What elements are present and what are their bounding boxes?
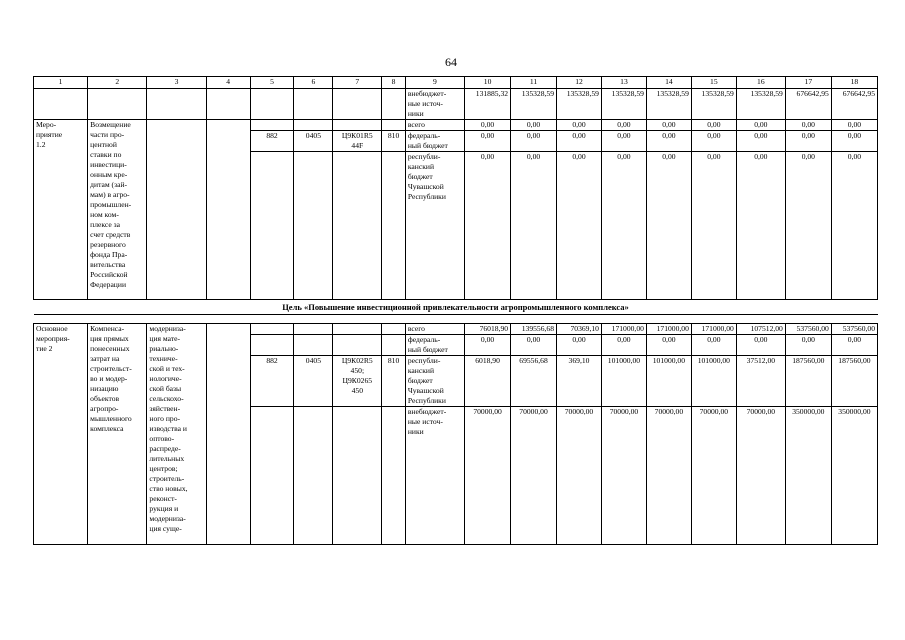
col-number: 18 <box>831 77 877 89</box>
value-cell: 0,00 <box>736 131 785 152</box>
value-cell: 70000,00 <box>646 407 691 545</box>
value-cell: 0,00 <box>831 152 877 300</box>
table-row <box>34 89 878 120</box>
value-cell: 187560,00 <box>831 356 877 407</box>
value-cell: 0,00 <box>511 335 557 356</box>
measure-name: Меро- приятие 1.2 <box>34 120 88 300</box>
value-cell: 0,00 <box>557 131 602 152</box>
value-cell: 76018,90 <box>465 324 511 335</box>
value-cell: 0,00 <box>691 335 736 356</box>
funding-source: всего <box>405 120 464 131</box>
value-cell: 135328,59 <box>691 89 736 120</box>
col-number: 10 <box>465 77 511 89</box>
value-cell: 70000,00 <box>601 407 646 545</box>
value-cell: 350000,00 <box>785 407 831 545</box>
value-cell: 0,00 <box>465 131 511 152</box>
value-cell: 369,10 <box>557 356 602 407</box>
col-number: 16 <box>736 77 785 89</box>
value-cell: 0,00 <box>646 335 691 356</box>
value-cell: 0,00 <box>557 335 602 356</box>
value-cell: 0,00 <box>831 131 877 152</box>
value-cell: 107512,00 <box>736 324 785 335</box>
col-number: 14 <box>646 77 691 89</box>
measure-description: Компенса- ция прямых понесенных затрат на строительст- во и модер- низацию объектов агропро- мышленного комплекса <box>88 324 147 545</box>
col-number: 3 <box>147 77 206 89</box>
funding-source: республи- канский бюджет Чувашской Республики <box>405 356 464 407</box>
value-cell: 0,00 <box>785 131 831 152</box>
value-cell: 0,00 <box>691 120 736 131</box>
value-cell: 0,00 <box>601 152 646 300</box>
value-cell: 0,00 <box>736 120 785 131</box>
value-cell: 0,00 <box>557 120 602 131</box>
measure-target: модерниза- ция мате- риально- техниче- ской и тех- нологиче- ской базы сельскохо- зяйствен- ного про- изводства и оптово- распреде- лительных центров; строитель- ство новых, реконст- рукция и модерниза- ция суще- <box>147 324 206 545</box>
value-cell: 537560,00 <box>785 324 831 335</box>
measure-description: Возмещение части про- центной ставки по инвестици- онным кре- дитам (зай- мам) в агро- промышлен- ном ком- плексе за счет средств резервного фонда Пра- вительства Российской Федерации <box>88 120 147 300</box>
value-cell: 135328,59 <box>557 89 602 120</box>
funding-source: федераль- ный бюджет <box>405 131 464 152</box>
value-cell: 139556,68 <box>511 324 557 335</box>
col-number: 17 <box>785 77 831 89</box>
table-row <box>34 324 878 335</box>
grbs-code: 882 <box>250 356 294 407</box>
funding-source: внебюджет- ные источ- ники <box>405 407 464 545</box>
csr-code: Ц9К02R5 450; Ц9К0265 450 <box>333 356 382 407</box>
vr-code: 810 <box>382 131 406 152</box>
value-cell: 131885,32 <box>465 89 511 120</box>
value-cell: 0,00 <box>785 152 831 300</box>
funding-source: республи- канский бюджет Чувашской Республики <box>405 152 464 300</box>
value-cell: 135328,59 <box>511 89 557 120</box>
value-cell: 69556,68 <box>511 356 557 407</box>
value-cell: 171000,00 <box>601 324 646 335</box>
value-cell: 0,00 <box>831 120 877 131</box>
value-cell: 171000,00 <box>646 324 691 335</box>
value-cell: 0,00 <box>601 335 646 356</box>
value-cell: 0,00 <box>785 120 831 131</box>
page-number: 64 <box>445 55 457 69</box>
value-cell: 101000,00 <box>691 356 736 407</box>
value-cell: 0,00 <box>465 120 511 131</box>
value-cell: 37512,00 <box>736 356 785 407</box>
value-cell: 350000,00 <box>831 407 877 545</box>
value-cell: 0,00 <box>736 335 785 356</box>
col-number: 13 <box>601 77 646 89</box>
value-cell: 0,00 <box>646 152 691 300</box>
measure-name: Основное мероприя- тие 2 <box>34 324 88 545</box>
funding-source: внебюджет- ные источ- ники <box>405 89 464 120</box>
value-cell: 70000,00 <box>691 407 736 545</box>
value-cell: 0,00 <box>511 120 557 131</box>
value-cell: 171000,00 <box>691 324 736 335</box>
col-number: 2 <box>88 77 147 89</box>
value-cell: 0,00 <box>511 131 557 152</box>
value-cell: 0,00 <box>465 152 511 300</box>
value-cell: 0,00 <box>736 152 785 300</box>
value-cell: 0,00 <box>646 131 691 152</box>
budget-table <box>33 76 878 545</box>
value-cell: 0,00 <box>831 335 877 356</box>
goal-row <box>34 300 878 315</box>
value-cell: 0,00 <box>511 152 557 300</box>
col-number: 1 <box>34 77 88 89</box>
col-number: 6 <box>294 77 333 89</box>
col-number: 11 <box>511 77 557 89</box>
value-cell: 0,00 <box>691 152 736 300</box>
value-cell: 0,00 <box>646 120 691 131</box>
col-number: 5 <box>250 77 294 89</box>
value-cell: 70369,10 <box>557 324 602 335</box>
value-cell: 0,00 <box>465 335 511 356</box>
value-cell: 135328,59 <box>736 89 785 120</box>
funding-source: всего <box>405 324 464 335</box>
value-cell: 6018,90 <box>465 356 511 407</box>
value-cell: 0,00 <box>785 335 831 356</box>
col-number: 9 <box>405 77 464 89</box>
csr-code: Ц9К01R5 44F <box>333 131 382 152</box>
col-number: 15 <box>691 77 736 89</box>
value-cell: 70000,00 <box>736 407 785 545</box>
value-cell: 135328,59 <box>601 89 646 120</box>
value-cell: 676642,95 <box>785 89 831 120</box>
table-row <box>34 120 878 131</box>
value-cell: 0,00 <box>601 120 646 131</box>
value-cell: 676642,95 <box>831 89 877 120</box>
vr-code: 810 <box>382 356 406 407</box>
spacer-row <box>34 315 878 324</box>
rzpr-code: 0405 <box>294 131 333 152</box>
col-number: 8 <box>382 77 406 89</box>
col-number: 12 <box>557 77 602 89</box>
col-number: 7 <box>333 77 382 89</box>
value-cell: 187560,00 <box>785 356 831 407</box>
value-cell: 70000,00 <box>511 407 557 545</box>
value-cell: 101000,00 <box>601 356 646 407</box>
value-cell: 70000,00 <box>557 407 602 545</box>
value-cell: 0,00 <box>691 131 736 152</box>
value-cell: 70000,00 <box>465 407 511 545</box>
goal-title: Цель «Повышение инвестиционной привлекательности агропромышленного комплекса» <box>34 300 878 315</box>
column-number-row <box>34 77 878 89</box>
value-cell: 0,00 <box>601 131 646 152</box>
value-cell: 101000,00 <box>646 356 691 407</box>
funding-source: федераль- ный бюджет <box>405 335 464 356</box>
grbs-code: 882 <box>250 131 294 152</box>
value-cell: 537560,00 <box>831 324 877 335</box>
rzpr-code: 0405 <box>294 356 333 407</box>
value-cell: 0,00 <box>557 152 602 300</box>
col-number: 4 <box>206 77 250 89</box>
value-cell: 135328,59 <box>646 89 691 120</box>
